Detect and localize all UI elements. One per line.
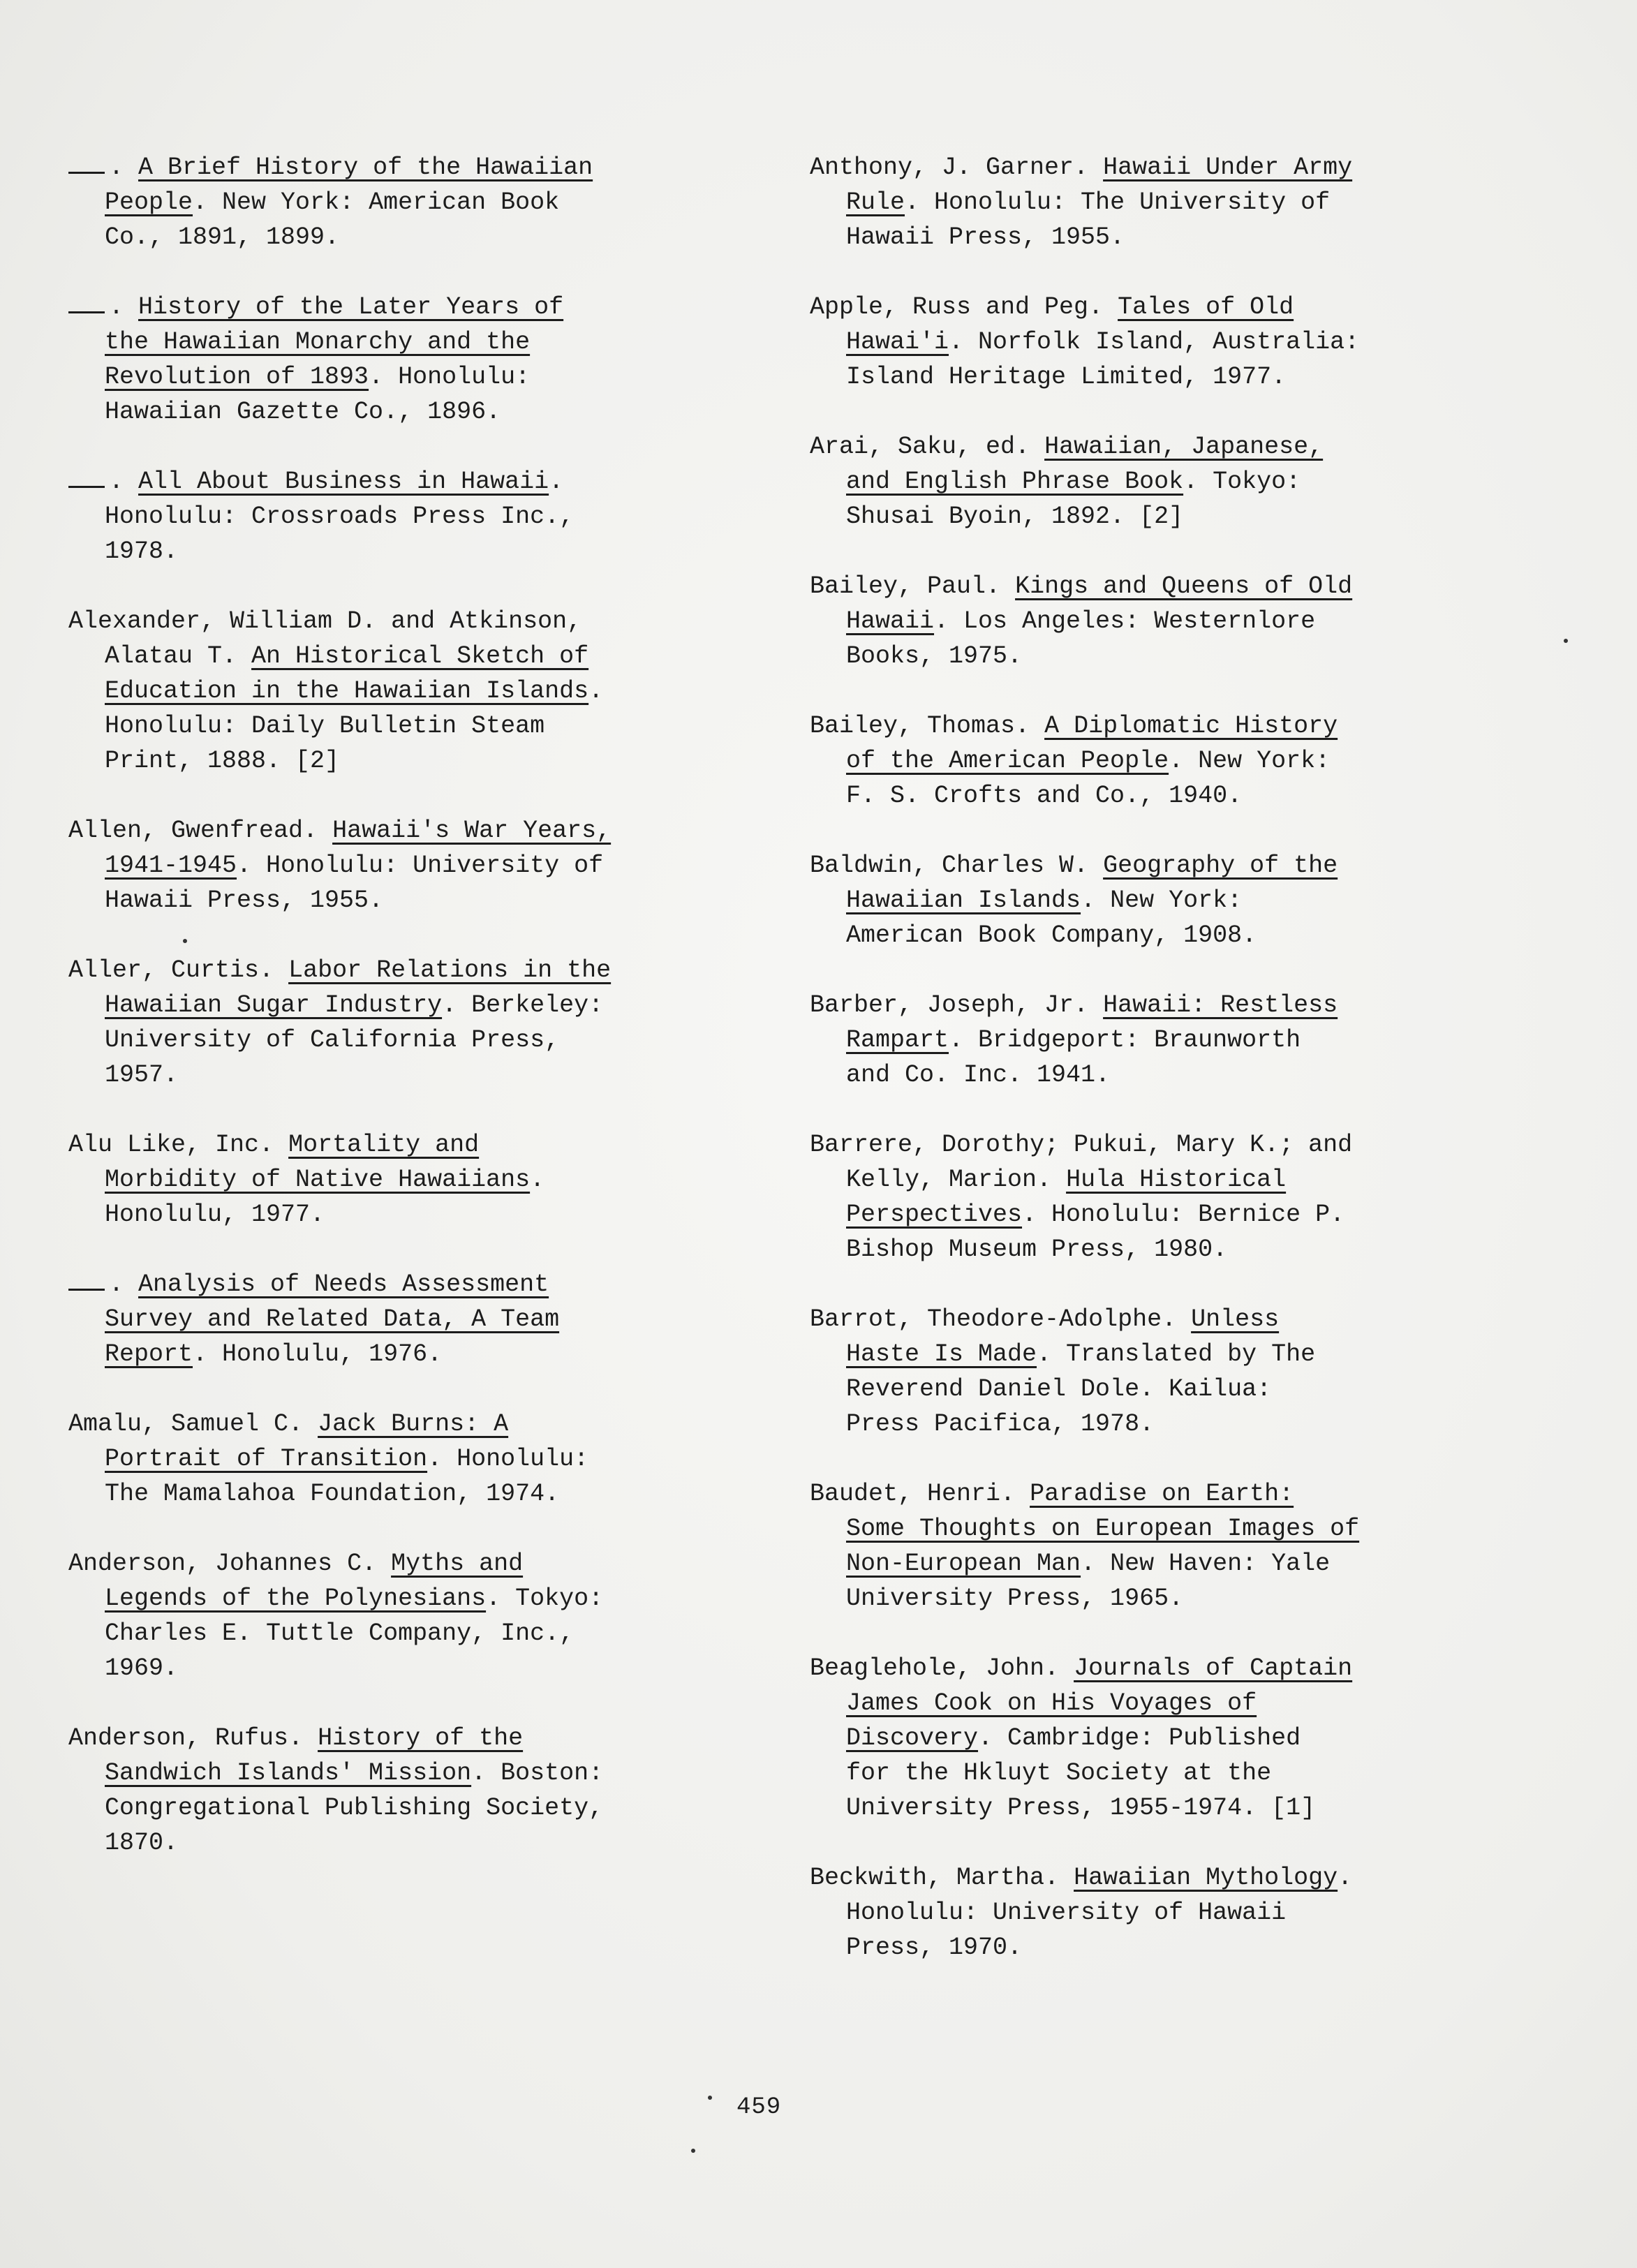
entry-text: Apple, Russ and Peg.: [810, 293, 1118, 321]
entry-text: 1969.: [105, 1654, 179, 1682]
entry-title-text: Hawaii's War Years,: [332, 817, 612, 845]
entry-text: .: [530, 1166, 545, 1194]
entry-title-text: Analysis of Needs Assessment: [138, 1270, 549, 1298]
entry-line: [810, 429, 1508, 464]
repeat-author-dash: [68, 486, 105, 488]
entry-line: [68, 150, 766, 185]
left-column: [68, 150, 766, 1895]
bibliography-entry: [68, 1546, 766, 1686]
bibliography-entry: [68, 464, 766, 569]
entry-title-text: Hula Historical: [1066, 1166, 1287, 1194]
entry-line: [68, 674, 766, 709]
entry-line: [810, 499, 1508, 534]
entry-title-text: Morbidity of Native Hawaiians: [105, 1166, 531, 1194]
entry-line: [68, 813, 766, 848]
entry-line: [810, 1127, 1508, 1162]
entry-text: for the Hkluyt Society at the: [846, 1759, 1272, 1787]
entry-text: Baudet, Henri.: [810, 1480, 1030, 1508]
bibliography-entry: [68, 1721, 766, 1860]
entry-line: [810, 604, 1508, 639]
right-column: [810, 150, 1508, 2000]
entry-text: . Boston:: [471, 1759, 604, 1787]
entry-text: Bailey, Thomas.: [810, 712, 1045, 740]
entry-text: and Co. Inc. 1941.: [846, 1061, 1111, 1089]
entry-line: [68, 1058, 766, 1092]
entry-title-text: Kings and Queens of Old: [1015, 572, 1353, 600]
entry-title-text: A Brief History of the Hawaiian: [138, 154, 593, 181]
bibliography-entry: [68, 953, 766, 1092]
entry-title-text: An Historical Sketch of: [251, 642, 589, 670]
entry-line: [68, 1721, 766, 1756]
entry-text: Anderson, Johannes C.: [68, 1550, 392, 1578]
entry-title-text: Discovery: [846, 1724, 979, 1752]
entry-line: [68, 185, 766, 220]
entry-line: [68, 639, 766, 674]
entry-text: . Bridgeport: Braunworth: [949, 1026, 1301, 1054]
entry-title-text: A Diplomatic History: [1044, 712, 1338, 740]
entry-line: [810, 1686, 1508, 1721]
entry-title-text: Tales of Old: [1118, 293, 1294, 321]
entry-text: . Honolulu, 1976.: [193, 1340, 443, 1368]
entry-line: [810, 1302, 1508, 1337]
entry-text: .: [549, 468, 564, 496]
entry-line: [68, 604, 766, 639]
entry-text: Alexander, William D. and Atkinson,: [68, 607, 582, 635]
entry-text: University Press, 1965.: [846, 1585, 1184, 1613]
entry-line: [810, 1895, 1508, 1930]
entry-text: . Honolulu: University of: [237, 852, 604, 880]
entry-line: [68, 464, 766, 499]
entry-text: Amalu, Samuel C.: [68, 1410, 318, 1438]
entry-text: Baldwin, Charles W.: [810, 852, 1104, 880]
entry-line: [68, 220, 766, 255]
entry-line: [810, 639, 1508, 674]
entry-text: . Tokyo:: [1183, 468, 1301, 496]
entry-line: [68, 709, 766, 743]
entry-line: [68, 1302, 766, 1337]
entry-title-text: Hawaii Under Army: [1103, 154, 1353, 181]
bibliography-entry: [810, 1860, 1508, 1965]
entry-title-text: Hawai'i: [846, 328, 949, 356]
entry-text: . Honolulu: The University of: [905, 188, 1331, 216]
entry-line: [68, 1825, 766, 1860]
entry-title-text: Legends of the Polynesians: [105, 1585, 487, 1613]
entry-text: Co., 1891, 1899.: [105, 223, 340, 251]
entry-line: [68, 1616, 766, 1651]
bibliography-entry: [68, 1407, 766, 1511]
entry-title-text: and English Phrase Book: [846, 468, 1184, 496]
entry-line: [810, 1860, 1508, 1895]
entry-line: [810, 1511, 1508, 1546]
bibliography-entry: [68, 1127, 766, 1232]
entry-title-text: Education in the Hawaiian Islands: [105, 677, 589, 705]
entry-title-text: Hawaii: [846, 607, 935, 635]
entry-text: Bishop Museum Press, 1980.: [846, 1236, 1228, 1263]
entry-title-text: 1941-1945: [105, 852, 237, 880]
bibliography-entry: [68, 1267, 766, 1372]
entry-line: [810, 1232, 1508, 1267]
entry-text: Shusai Byoin, 1892. [2]: [846, 503, 1184, 531]
entry-text: 1978.: [105, 538, 179, 565]
entry-line: [810, 1546, 1508, 1581]
bibliography-entry: [68, 604, 766, 778]
page-number: 459: [736, 2094, 782, 2121]
entry-text: Hawaiian Gazette Co., 1896.: [105, 398, 501, 426]
entry-line: [810, 1791, 1508, 1825]
entry-text: .: [1338, 1864, 1353, 1892]
ink-speck: [691, 2149, 695, 2153]
entry-text: . Norfolk Island, Australia:: [949, 328, 1360, 356]
entry-text: Press Pacifica, 1978.: [846, 1410, 1155, 1438]
entry-line: [68, 1197, 766, 1232]
entry-title-text: the Hawaiian Monarchy and the: [105, 328, 531, 356]
entry-line: [68, 953, 766, 988]
bibliography-entry: [810, 1302, 1508, 1441]
entry-title-text: Perspectives: [846, 1201, 1023, 1229]
entry-title-text: James Cook on His Voyages of: [846, 1689, 1257, 1717]
entry-line: [68, 360, 766, 394]
entry-text: Anderson, Rufus.: [68, 1724, 318, 1752]
entry-title-text: Survey and Related Data, A Team: [105, 1305, 560, 1333]
entry-line: [810, 1756, 1508, 1791]
entry-line: [68, 1162, 766, 1197]
entry-title-text: History of the Later Years of: [138, 293, 564, 321]
entry-text: American Book Company, 1908.: [846, 921, 1257, 949]
entry-text: Press, 1970.: [846, 1934, 1023, 1962]
entry-text: Arai, Saku, ed.: [810, 433, 1045, 461]
entry-text: .: [109, 1270, 139, 1298]
entry-title-text: of the American People: [846, 747, 1169, 775]
entry-line: [68, 534, 766, 569]
entry-line: [68, 1407, 766, 1441]
entry-text: .: [588, 677, 604, 705]
entry-title-text: Myths and: [391, 1550, 524, 1578]
entry-line: [810, 150, 1508, 185]
entry-line: [68, 1127, 766, 1162]
bibliography-entry: [68, 290, 766, 429]
entry-text: . Translated by The: [1037, 1340, 1316, 1368]
entry-text: Hawaii Press, 1955.: [105, 887, 384, 914]
entry-line: [68, 1581, 766, 1616]
entry-text: Allen, Gwenfread.: [68, 817, 333, 845]
bibliography-entry: [810, 709, 1508, 813]
entry-line: [68, 325, 766, 360]
entry-text: Books, 1975.: [846, 642, 1023, 670]
entry-title-text: History of the: [318, 1724, 524, 1752]
entry-line: [810, 778, 1508, 813]
entry-title-text: Hawaiian Mythology: [1074, 1864, 1338, 1892]
entry-title-text: Sandwich Islands' Mission: [105, 1759, 472, 1787]
repeat-author-dash: [68, 311, 105, 313]
entry-line: [68, 1267, 766, 1302]
entry-line: [68, 1441, 766, 1476]
entry-text: Kelly, Marion.: [846, 1166, 1067, 1194]
entry-title-text: Unless: [1191, 1305, 1280, 1333]
bibliography-entry: [68, 150, 766, 255]
bibliography-entry: [810, 150, 1508, 255]
entry-line: [810, 1372, 1508, 1407]
entry-line: [68, 883, 766, 918]
bibliography-entry: [810, 569, 1508, 674]
entry-line: [810, 1337, 1508, 1372]
entry-line: [68, 1476, 766, 1511]
entry-title-text: Haste Is Made: [846, 1340, 1037, 1368]
entry-text: . Honolulu:: [427, 1445, 589, 1473]
ink-speck: [183, 939, 187, 943]
entry-text: . New York:: [1081, 887, 1243, 914]
entry-text: Barrere, Dorothy; Pukui, Mary K.; and: [810, 1131, 1353, 1159]
entry-title-text: Hawaiian, Japanese,: [1044, 433, 1324, 461]
entry-title-text: Hawaii: Restless: [1103, 991, 1338, 1019]
entry-text: . Tokyo:: [486, 1585, 604, 1613]
entry-line: [810, 1058, 1508, 1092]
bibliography-entry: [810, 429, 1508, 534]
entry-line: [810, 1162, 1508, 1197]
entry-text: . Honolulu:: [369, 363, 531, 391]
entry-text: F. S. Crofts and Co., 1940.: [846, 782, 1243, 810]
entry-text: Honolulu: Crossroads Press Inc.,: [105, 503, 575, 531]
bibliography-entry: [810, 848, 1508, 953]
entry-title-text: Geography of the: [1103, 852, 1338, 880]
entry-text: . Honolulu: Bernice P.: [1022, 1201, 1345, 1229]
entry-text: 1957.: [105, 1061, 179, 1089]
entry-title-text: Paradise on Earth:: [1030, 1480, 1294, 1508]
entry-text: Barrot, Theodore-Adolphe.: [810, 1305, 1192, 1333]
entry-text: Barber, Joseph, Jr.: [810, 991, 1104, 1019]
entry-text: 1870.: [105, 1829, 179, 1857]
entry-text: Beaglehole, John.: [810, 1654, 1074, 1682]
entry-title-text: Rampart: [846, 1026, 949, 1054]
entry-title-text: Revolution of 1893: [105, 363, 369, 391]
entry-text: Hawaii Press, 1955.: [846, 223, 1125, 251]
entry-text: Aller, Curtis.: [68, 956, 289, 984]
entry-line: [810, 1407, 1508, 1441]
entry-line: [810, 1930, 1508, 1965]
repeat-author-dash: [68, 1289, 105, 1291]
entry-text: . Cambridge: Published: [978, 1724, 1301, 1752]
entry-line: [810, 743, 1508, 778]
entry-line: [810, 464, 1508, 499]
entry-text: The Mamalahoa Foundation, 1974.: [105, 1480, 560, 1508]
entry-text: Alatau T.: [105, 642, 252, 670]
entry-title-text: People: [105, 188, 193, 216]
entry-line: [68, 394, 766, 429]
entry-title-text: All About Business in Hawaii: [138, 468, 549, 496]
entry-line: [68, 1023, 766, 1058]
entry-line: [810, 988, 1508, 1023]
entry-text: Anthony, J. Garner.: [810, 154, 1104, 181]
entry-line: [810, 709, 1508, 743]
ink-speck: [708, 2096, 712, 2100]
entry-title-text: Portrait of Transition: [105, 1445, 428, 1473]
entry-title-text: Report: [105, 1340, 193, 1368]
entry-line: [68, 988, 766, 1023]
repeat-author-dash: [68, 172, 105, 174]
entry-title-text: Labor Relations in the: [288, 956, 612, 984]
bibliography-entry: [810, 1127, 1508, 1267]
entry-line: [68, 743, 766, 778]
entry-line: [810, 569, 1508, 604]
entry-text: Honolulu: University of Hawaii: [846, 1899, 1287, 1927]
entry-text: .: [109, 154, 139, 181]
entry-line: [68, 290, 766, 325]
entry-text: Bailey, Paul.: [810, 572, 1016, 600]
entry-text: . New York:: [1169, 747, 1331, 775]
entry-line: [810, 220, 1508, 255]
entry-title-text: Hawaiian Islands: [846, 887, 1081, 914]
entry-line: [810, 1581, 1508, 1616]
entry-line: [68, 1337, 766, 1372]
entry-text: . Los Angeles: Westernlore: [934, 607, 1316, 635]
entry-title-text: Rule: [846, 188, 905, 216]
entry-text: Charles E. Tuttle Company, Inc.,: [105, 1620, 575, 1647]
entry-text: Honolulu: Daily Bulletin Steam: [105, 712, 545, 740]
entry-line: [810, 1197, 1508, 1232]
entry-line: [810, 1023, 1508, 1058]
entry-line: [68, 1791, 766, 1825]
entry-line: [810, 918, 1508, 953]
entry-text: Reverend Daniel Dole. Kailua:: [846, 1375, 1272, 1403]
entry-title-text: Mortality and: [288, 1131, 480, 1159]
bibliography-entry: [68, 813, 766, 918]
entry-line: [810, 1721, 1508, 1756]
entry-text: Print, 1888. [2]: [105, 747, 340, 775]
entry-text: Beckwith, Martha.: [810, 1864, 1074, 1892]
entry-text: . New York: American Book: [193, 188, 560, 216]
entry-title-text: Journals of Captain: [1074, 1654, 1353, 1682]
entry-line: [810, 360, 1508, 394]
entry-line: [68, 848, 766, 883]
entry-text: .: [109, 293, 139, 321]
entry-text: Island Heritage Limited, 1977.: [846, 363, 1287, 391]
entry-line: [810, 290, 1508, 325]
ink-speck: [1564, 639, 1568, 643]
entry-line: [68, 499, 766, 534]
bibliography-entry: [810, 1476, 1508, 1616]
bibliography-entry: [810, 1651, 1508, 1825]
entry-line: [68, 1756, 766, 1791]
entry-line: [810, 883, 1508, 918]
bibliography-entry: [810, 290, 1508, 394]
bibliography-entry: [810, 988, 1508, 1092]
entry-text: . Berkeley:: [442, 991, 604, 1019]
entry-text: Alu Like, Inc.: [68, 1131, 289, 1159]
entry-line: [810, 185, 1508, 220]
entry-text: Congregational Publishing Society,: [105, 1794, 604, 1822]
entry-line: [68, 1546, 766, 1581]
entry-title-text: Jack Burns: A: [318, 1410, 509, 1438]
entry-text: Honolulu, 1977.: [105, 1201, 325, 1229]
entry-line: [810, 1651, 1508, 1686]
entry-line: [810, 848, 1508, 883]
entry-line: [810, 1476, 1508, 1511]
entry-line: [810, 325, 1508, 360]
entry-title-text: Non-European Man: [846, 1550, 1081, 1578]
entry-text: University of California Press,: [105, 1026, 560, 1054]
entry-text: .: [109, 468, 139, 496]
entry-line: [68, 1651, 766, 1686]
entry-title-text: Hawaiian Sugar Industry: [105, 991, 443, 1019]
entry-text: . New Haven: Yale: [1081, 1550, 1331, 1578]
entry-text: University Press, 1955-1974. [1]: [846, 1794, 1316, 1822]
entry-title-text: Some Thoughts on European Images of: [846, 1515, 1360, 1543]
